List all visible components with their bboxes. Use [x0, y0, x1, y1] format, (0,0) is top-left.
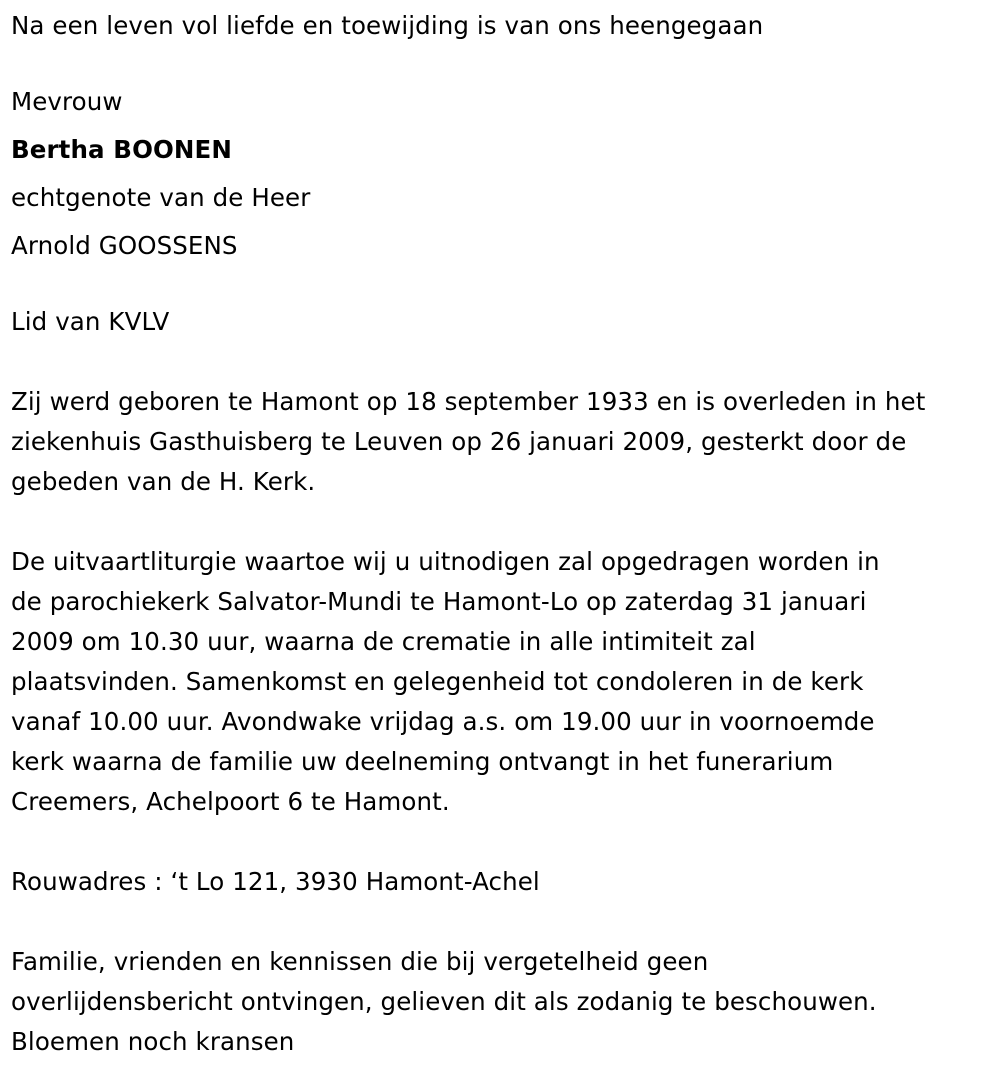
funeral-paragraph — [11, 542, 991, 822]
membership-text: Lid van KVLV — [11, 307, 170, 336]
spacer — [11, 342, 991, 382]
closing-paragraph — [11, 942, 991, 1062]
paragraph-line: vanaf 10.00 uur. Avondwake vrijdag a.s. om 19.00 uur in voornoemde — [11, 707, 875, 736]
paragraph-line: Creemers, Achelpoort 6 te Hamont. — [11, 787, 450, 816]
paragraph-line: Bloemen noch kransen — [11, 1027, 295, 1056]
paragraph-line: 2009 om 10.30 uur, waarna de crematie in alle intimiteit zal — [11, 627, 756, 656]
mourning-address: Rouwadres : ‘t Lo 121, 3930 Hamont-Achel — [11, 867, 540, 896]
deceased-name: Bertha BOONEN — [11, 135, 232, 164]
birth-death-paragraph — [11, 382, 991, 502]
spacer — [11, 902, 991, 942]
spacer — [11, 270, 991, 302]
death-notice — [11, 6, 991, 1062]
spacer — [11, 822, 991, 862]
spacer — [11, 502, 991, 542]
relation-text: echtgenote van de Heer — [11, 183, 311, 212]
title-text: Mevrouw — [11, 87, 123, 116]
paragraph-line: gebeden van de H. Kerk. — [11, 467, 316, 496]
paragraph-line: Zij werd geboren te Hamont op 18 september 1933 en is overleden in het — [11, 387, 926, 416]
spacer — [11, 46, 991, 78]
intro-text: Na een leven vol liefde en toewijding is van ons heengegaan — [11, 11, 764, 40]
spouse-name: Arnold GOOSSENS — [11, 231, 238, 260]
paragraph-line: de parochiekerk Salvator-Mundi te Hamont-Lo op zaterdag 31 januari — [11, 587, 867, 616]
paragraph-line: De uitvaartliturgie waartoe wij u uitnodigen zal opgedragen worden in — [11, 547, 880, 576]
paragraph-line: overlijdensbericht ontvingen, gelieven dit als zodanig te beschouwen. — [11, 987, 877, 1016]
paragraph-line: Familie, vrienden en kennissen die bij vergetelheid geen — [11, 947, 709, 976]
paragraph-line: kerk waarna de familie uw deelneming ontvangt in het funerarium — [11, 747, 834, 776]
paragraph-line: ziekenhuis Gasthuisberg te Leuven op 26 januari 2009, gesterkt door de — [11, 427, 907, 456]
paragraph-line: plaatsvinden. Samenkomst en gelegenheid tot condoleren in de kerk — [11, 667, 864, 696]
